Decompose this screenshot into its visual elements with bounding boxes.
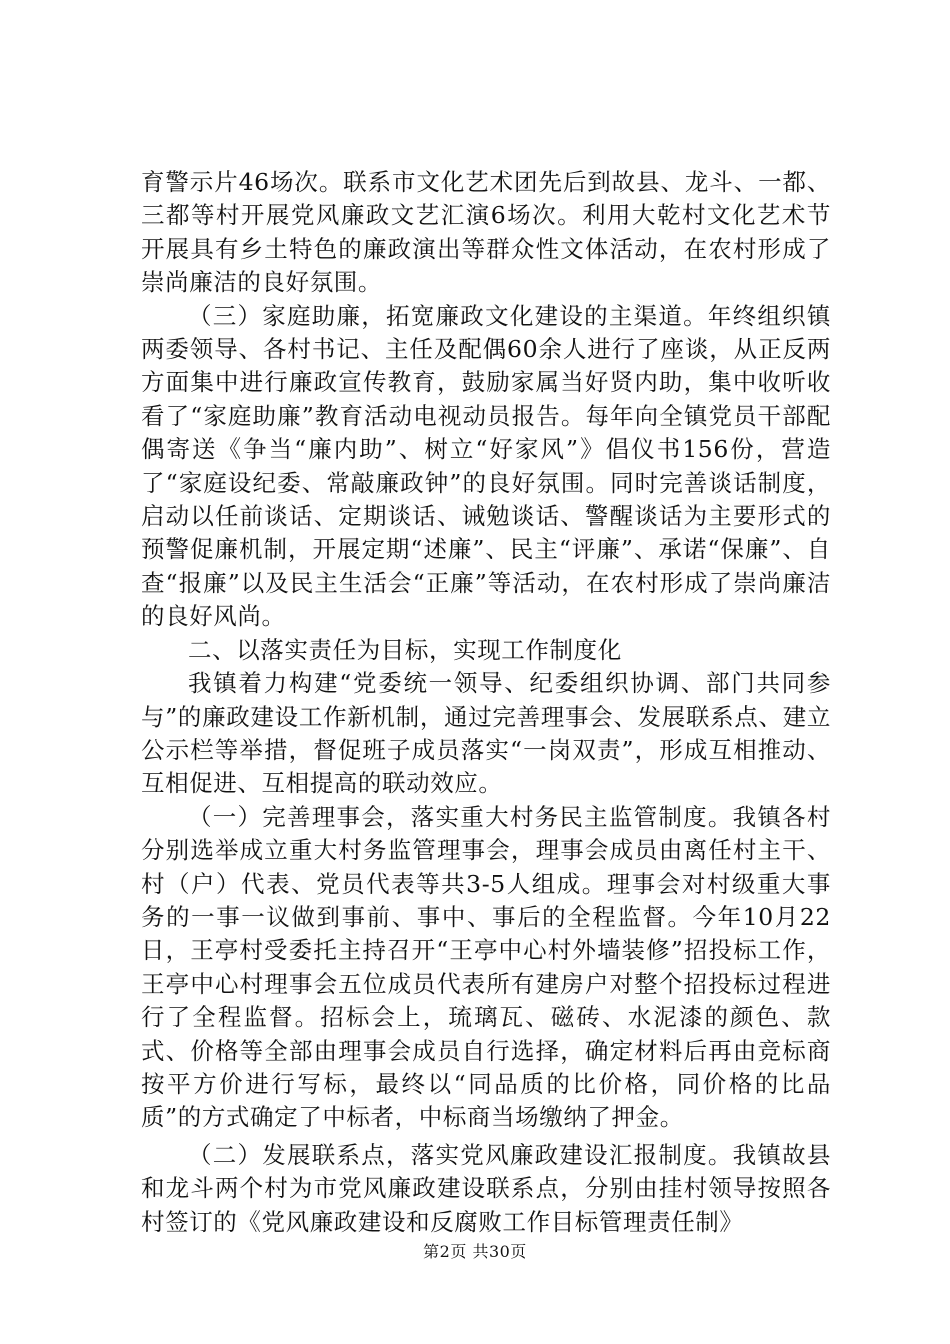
paragraph-contact-point: （二）发展联系点，落实党风廉政建设汇报制度。我镇故县和龙斗两个村为市党风廉政建设联系点，分别由挂村领导按照各村签订的《党风廉政建设和反腐败工作目标管理责任制》 xyxy=(141,1140,831,1236)
paragraph-council: （一）完善理事会，落实重大村务民主监管制度。我镇各村分别选举成立重大村务监管理事会，理事会成员由离任村主干、村（户）代表、党员代表等共3-5人组成。理事会对村级重大事务的一事一议做到事前、事中、事后的全程监督。今年10月22日，王亭村受委托主持召开“王亭中心村外墙装修”招投标工作，王亭中心村理事会五位成员代表所有建房户对整个招投标过程进行了全程监督。招标会上，琉璃瓦、磁砖、水泥漆的颜色、款式、价格等全部由理事会成员自行选择，确定材料后再由竞标商按平方价进行写标，最终以“同品质的比价格，同价格的比品质”的方式确定了中标者，中标商当场缴纳了押金。 xyxy=(141,802,831,1132)
section-heading-responsibility: 二、以落实责任为目标，实现工作制度化 xyxy=(188,635,622,664)
document-body xyxy=(141,166,831,1239)
paragraph-mechanism: 我镇着力构建“党委统一领导、纪委组织协调、部门共同参与”的廉政建设工作新机制，通过完善理事会、发展联系点、建立公示栏等举措，督促班子成员落实“一岗双责”，形成互相推动、互相促进、互相提高的联动效应。 xyxy=(141,669,831,798)
page-number-footer: 第2页 共30页 xyxy=(423,1242,527,1261)
paragraph-family-integrity: （三）家庭助廉，拓宽廉政文化建设的主渠道。年终组织镇两委领导、各村书记、主任及配偶60余人进行了座谈，从正反两方面集中进行廉政宣传教育，鼓励家属当好贤内助，集中收听收看了“家庭助廉”教育活动电视动员报告。每年向全镇党员干部配偶寄送《争当“廉内助”、树立“好家风”》倡仪书156份，营造了“家庭设纪委、常敲廉政钟”的良好氛围。同时完善谈话制度，启动以任前谈话、定期谈话、诫勉谈话、警醒谈话为主要形式的预警促廉机制，开展定期“述廉”、民主“评廉”、承诺“保廉”、自查“报廉”以及民主生活会“正廉”等活动，在农村形成了崇尚廉洁的良好风尚。 xyxy=(141,301,831,631)
paragraph-continuation: 育警示片46场次。联系市文化艺术团先后到故县、龙斗、一都、三都等村开展党风廉政文艺汇演6场次。利用大乾村文化艺术节开展具有乡土特色的廉政演出等群众性文体活动，在农村形成了崇尚廉洁的良好氛围。 xyxy=(141,168,831,297)
